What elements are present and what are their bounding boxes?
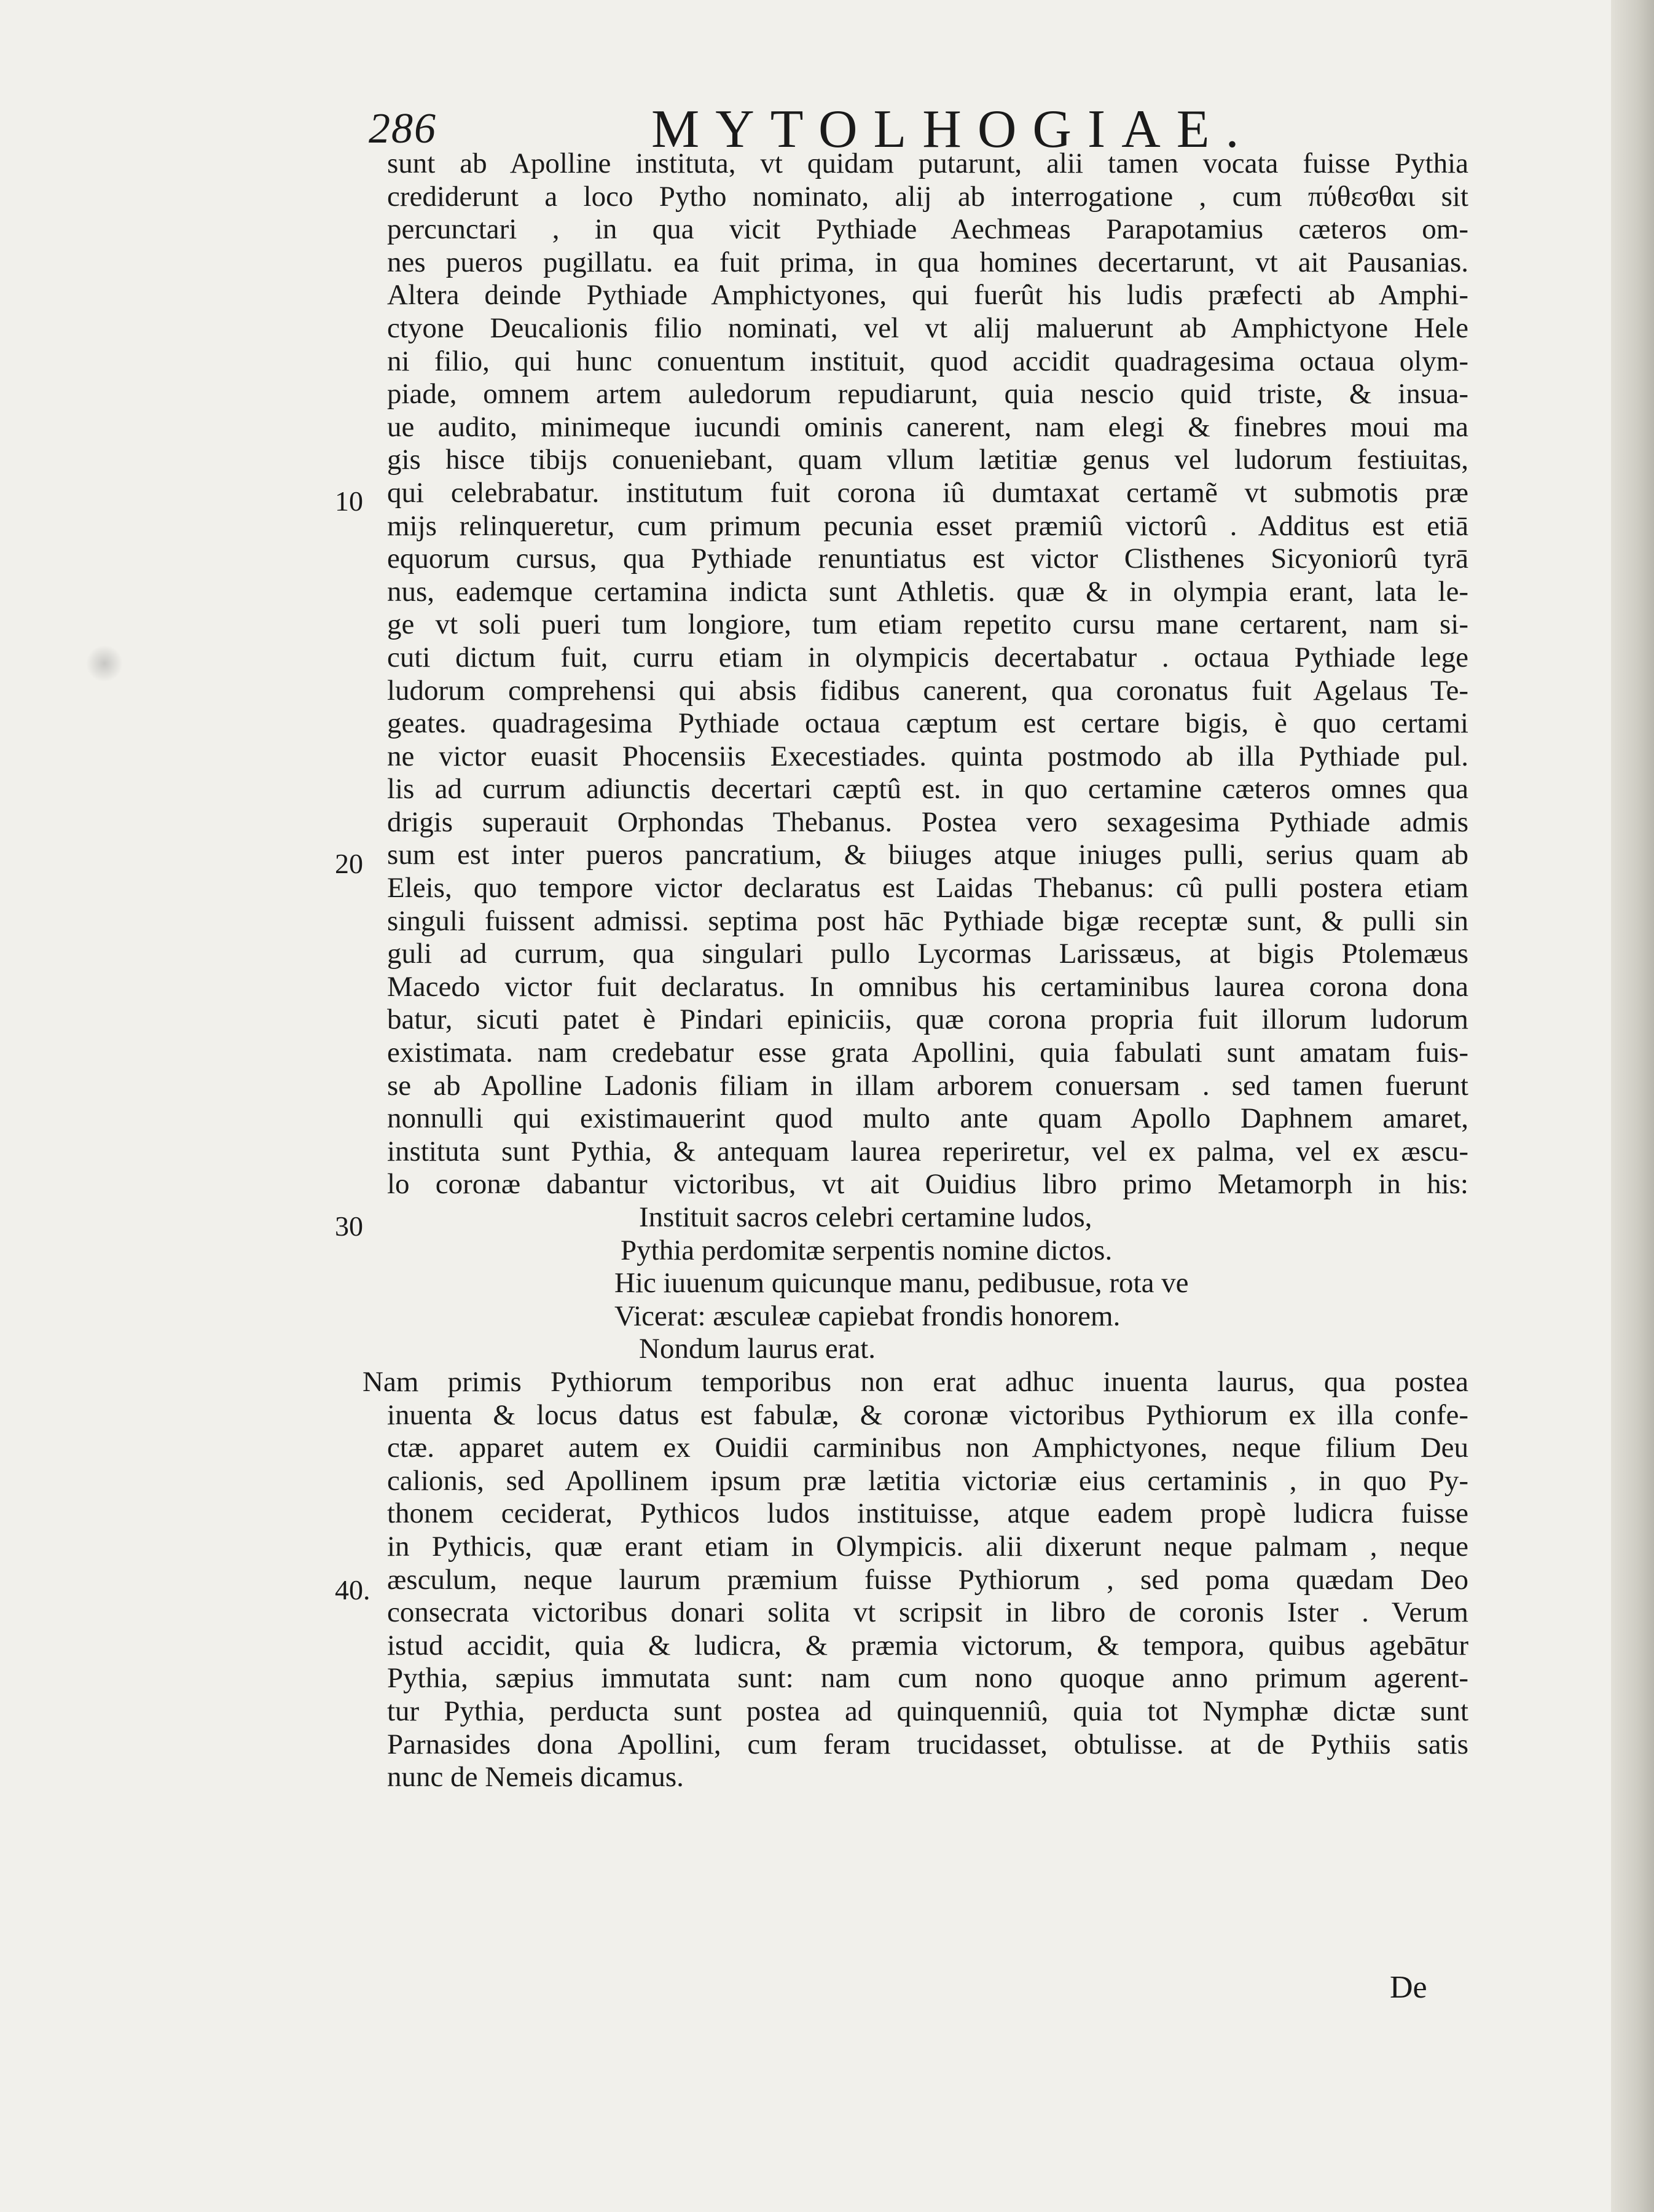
text-line: singuli fuissent admissi. septima post hāc Pythiade bigæ receptæ sunt, & pulli sin bbox=[387, 904, 1468, 937]
line-number-40: 40. bbox=[335, 1574, 370, 1606]
text-line: sum est inter pueros pancratium, & biiuges atque iniuges pulli, serius quam ab bbox=[387, 839, 1468, 871]
text-line: ue audito, minimeque iucundi ominis canerent, nam elegi & finebres moui ma bbox=[387, 410, 1468, 443]
text-line: ne victor euasit Phocensiis Execestiades. quinta postmodo ab illa Pythiade pul. bbox=[387, 740, 1468, 772]
text-line: lis ad currum adiunctis decertari cæptû est. in quo certamine cæteros omnes qua bbox=[387, 773, 1468, 806]
ink-stain bbox=[86, 645, 123, 682]
text-line: sunt ab Apolline instituta, vt quidam putarunt, alii tamen vocata fuisse Pythia bbox=[387, 147, 1468, 179]
text-line: nonnulli qui existimauerint quod multo ante quam Apollo Daphnem amaret, bbox=[387, 1102, 1468, 1135]
page-edge bbox=[1611, 0, 1654, 2212]
text-line: percunctari , in qua vicit Pythiade Aechmeas Parapotamius cæteros om- bbox=[387, 213, 1468, 246]
text-line: ni filio, qui hunc conuentum instituit, quod accidit quadragesima octaua olym- bbox=[387, 345, 1468, 377]
text-line: drigis superauit Orphondas Thebanus. Postea vero sexagesima Pythiade admis bbox=[387, 806, 1468, 838]
line-number-20: 20 bbox=[335, 848, 363, 879]
page-number: 286 bbox=[369, 105, 437, 152]
text-line: mijs relinqueretur, cum primum pecunia esset præmiû victorû . Additus est etiā bbox=[387, 509, 1468, 542]
text-line: existimata. nam credebatur esse grata Apollini, quia fabulati sunt amatam fuis- bbox=[387, 1037, 1468, 1069]
text-line: Altera deinde Pythiade Amphictyones, qui fuerût his ludis præfecti ab Amphi- bbox=[387, 279, 1468, 312]
text-line: Pythia, sæpius immutata sunt: nam cum nono quoque anno primum agerent- bbox=[387, 1662, 1468, 1695]
catchword: De bbox=[1390, 1970, 1427, 2005]
text-line: ctæ. apparet autem ex Ouidii carminibus non Amphictyones, neque filium Deu bbox=[387, 1432, 1468, 1464]
text-line: nes pueros pugillatu. ea fuit prima, in qua homines decertarunt, vt ait Pausanias. bbox=[387, 246, 1468, 278]
verse-quotation bbox=[387, 1201, 1468, 1366]
text-line: nunc de Nemeis dicamus. bbox=[387, 1761, 684, 1794]
verse-line: Pythia perdomitæ serpentis nomine dictos. bbox=[621, 1234, 1113, 1266]
text-line: æsculum, neque laurum præmium fuisse Pythiorum , sed poma quædam Deo bbox=[387, 1563, 1468, 1596]
text-line: guli ad currum, qua singulari pullo Lycormas Larissæus, at bigis Ptolemæus bbox=[387, 938, 1468, 970]
text-line: gis hisce tibijs conueniebant, quam vllum lætitiæ genus vel ludorum festiuitas, bbox=[387, 444, 1468, 476]
text-line: Eleis, quo tempore victor declaratus est Laidas Thebanus: cû pulli postera etiam bbox=[387, 872, 1468, 904]
text-line: se ab Apolline Ladonis filiam in illam arborem conuersam . sed tamen fuerunt bbox=[387, 1069, 1468, 1102]
text-line: thonem ceciderat, Pythicos ludos instituisse, atque eadem propè ludicra fuisse bbox=[387, 1497, 1468, 1530]
text-line: nus, eademque certamina indicta sunt Athletis. quæ & in olympia erant, lata le- bbox=[387, 575, 1468, 608]
text-line: ludorum comprehensi qui absis fidibus canerent, qua coronatus fuit Agelaus Te- bbox=[387, 674, 1468, 707]
text-line: batur, sicuti patet è Pindari epiniciis, quæ corona propria fuit illorum ludorum bbox=[387, 1003, 1468, 1036]
text-line: Macedo victor fuit declaratus. In omnibus his certaminibus laurea corona dona bbox=[387, 970, 1468, 1003]
line-number-30: 30 bbox=[335, 1210, 363, 1242]
text-line: calionis, sed Apollinem ipsum præ lætitia victoriæ eius certaminis , in quo Py- bbox=[387, 1464, 1468, 1497]
text-line: instituta sunt Pythia, & antequam laurea reperiretur, vel ex palma, vel ex æscu- bbox=[387, 1135, 1468, 1167]
running-head: MYTOLHOGIAE. bbox=[651, 100, 1255, 159]
verse-line: Nondum laurus erat. bbox=[639, 1333, 876, 1365]
text-line: in Pythicis, quæ erant etiam in Olympicis. alii dixerunt neque palmam , neque bbox=[387, 1530, 1468, 1563]
text-line: geates. quadragesima Pythiade octaua cæptum est certare bigis, è quo certami bbox=[387, 707, 1468, 740]
verse-line: Vicerat: æsculeæ capiebat frondis honorem. bbox=[614, 1300, 1121, 1332]
text-line: qui celebrabatur. institutum fuit corona iû dumtaxat certamẽ vt submotis præ bbox=[387, 476, 1468, 509]
text-line: ctyone Deucalionis filio nominati, vel vt alij maluerunt ab Amphictyone Hele bbox=[387, 312, 1468, 344]
verse-line: Instituit sacros celebri certamine ludos, bbox=[639, 1201, 1092, 1233]
text-line: consecrata victoribus donari solita vt scripsit in libro de coronis Ister . Verum bbox=[387, 1596, 1468, 1629]
line-number-10: 10 bbox=[335, 485, 363, 517]
main-text bbox=[363, 147, 1468, 1794]
text-line: tur Pythia, perducta sunt postea ad quinquenniû, quia tot Nymphæ dictæ sunt bbox=[387, 1695, 1468, 1727]
text-line: Parnasides dona Apollini, cum feram trucidasset, obtulisse. at de Pythiis satis bbox=[387, 1728, 1468, 1760]
text-line: cuti dictum fuit, curru etiam in olympicis decertabatur . octaua Pythiade lege bbox=[387, 641, 1468, 673]
text-line: Nam primis Pythiorum temporibus non erat adhuc inuenta laurus, qua postea bbox=[363, 1365, 1468, 1398]
text-line: ge vt soli pueri tum longiore, tum etiam repetito cursu mane certarent, nam si- bbox=[387, 608, 1468, 641]
text-line: lo coronæ dabantur victoribus, vt ait Ouidius libro primo Metamorph in his: bbox=[387, 1168, 1468, 1201]
text-line: equorum cursus, qua Pythiade renuntiatus est victor Clisthenes Sicyoniorû tyrā bbox=[387, 543, 1468, 575]
text-line: piade, omnem artem auledorum repudiarunt, quia nescio quid triste, & insua- bbox=[387, 378, 1468, 410]
text-line: istud accidit, quia & ludicra, & præmia victorum, & tempora, quibus agebātur bbox=[387, 1629, 1468, 1661]
text-line: inuenta & locus datus est fabulæ, & coronæ victoribus Pythiorum ex illa confe- bbox=[387, 1398, 1468, 1431]
text-line: crediderunt a loco Pytho nominato, alij ab interrogatione , cum πύθεσθαι sit bbox=[387, 180, 1468, 213]
verse-line: Hic iuuenum quicunque manu, pedibusue, rota ve bbox=[614, 1267, 1189, 1300]
